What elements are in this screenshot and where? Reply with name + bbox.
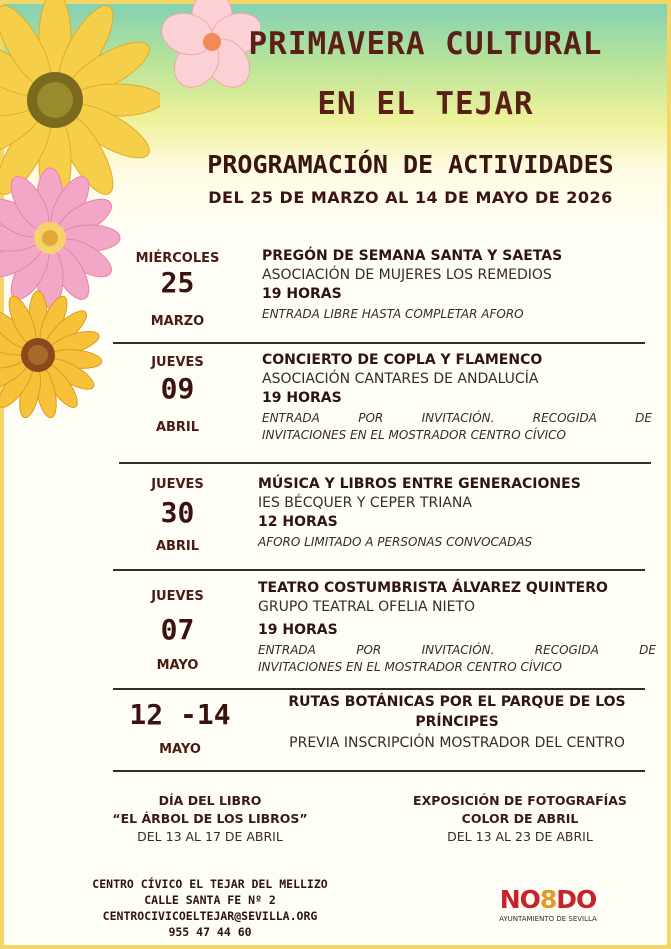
event-note: PREVIA INSCRIPCIÓN MOSTRADOR DEL CENTRO (289, 735, 625, 751)
logo-mid: 8 (539, 885, 557, 914)
event-month: MAYO (156, 658, 199, 673)
exhibition-title: EXPOSICIÓN DE FOTOGRAFÍAS (413, 793, 627, 808)
event-organizer: ASOCIACIÓN CANTARES DE ANDALUCÍA (262, 371, 539, 387)
event-time: 19 HORAS (262, 286, 342, 302)
center-address (60, 876, 360, 940)
divider (113, 688, 645, 690)
divider (119, 462, 651, 464)
event-organizer: IES BÉCQUER Y CEPER TRIANA (258, 495, 472, 511)
poster-title-line1: PRIMAVERA CULTURAL (248, 26, 603, 62)
event-month: MARZO (150, 314, 205, 329)
event-day: 25 (160, 266, 195, 299)
exhibition-dates: DEL 13 AL 23 DE ABRIL (447, 829, 593, 844)
event-note: ENTRADA POR INVITACIÓN. RECOGIDA DE (258, 643, 656, 657)
center-street: CALLE SANTA FE Nº 2 (144, 893, 276, 907)
event-row (110, 580, 658, 686)
event-title: TEATRO COSTUMBRISTA ÁLVAREZ QUINTERO (258, 580, 608, 596)
event-weekday: JUEVES (151, 355, 204, 370)
event-weekday: JUEVES (151, 589, 204, 604)
event-organizer: ASOCIACIÓN DE MUJERES LOS REMEDIOS (262, 267, 552, 283)
event-month: ABRIL (155, 539, 200, 554)
divider (113, 770, 645, 772)
event-time: 19 HORAS (258, 622, 338, 638)
program-date-range: DEL 25 DE MARZO AL 14 DE MAYO DE 2026 (208, 188, 613, 207)
event-note: AFORO LIMITADO A PERSONAS CONVOCADAS (258, 535, 533, 549)
event-note: ENTRADA POR INVITACIÓN. RECOGIDA DE (262, 411, 652, 425)
event-time: 12 HORAS (258, 514, 338, 530)
event-month: MAYO (159, 742, 201, 757)
book-day-dates: DEL 13 AL 17 DE ABRIL (137, 829, 283, 844)
divider (113, 569, 645, 571)
event-title-cont: PRÍNCIPES (415, 714, 499, 730)
event-organizer: GRUPO TEATRAL OFELIA NIETO (258, 599, 476, 615)
event-note-cont: INVITACIONES EN EL MOSTRADOR CENTRO CÍVICO (258, 660, 562, 674)
event-row (110, 476, 658, 566)
event-row (110, 694, 658, 764)
event-day: 30 (160, 496, 195, 529)
poster-title-line2: EN EL TEJAR (317, 86, 534, 122)
book-day-block (60, 792, 360, 846)
event-month: ABRIL (155, 420, 200, 435)
event-row (110, 352, 658, 458)
program-subtitle: PROGRAMACIÓN DE ACTIVIDADES (207, 150, 614, 179)
event-time: 19 HORAS (262, 390, 342, 406)
logo-org: AYUNTAMIENTO DE SEVILLA (499, 915, 597, 923)
event-weekday: JUEVES (151, 477, 204, 492)
exhibition-subtitle: COLOR DE ABRIL (461, 811, 579, 826)
nodo-logo (488, 885, 608, 923)
event-note: ENTRADA LIBRE HASTA COMPLETAR AFORO (262, 307, 524, 321)
event-title: CONCIERTO DE COPLA Y FLAMENCO (262, 352, 543, 368)
event-title: RUTAS BOTÁNICAS POR EL PARQUE DE LOS (288, 694, 626, 710)
logo-left: NO (499, 885, 540, 914)
center-email: CENTROCIVICOELTEJAR@SEVILLA.ORG (102, 909, 318, 923)
book-day-title: DÍA DEL LIBRO (158, 793, 262, 808)
logo-wordmark (488, 885, 608, 914)
event-note-cont: INVITACIONES EN EL MOSTRADOR CENTRO CÍVICO (262, 428, 566, 442)
event-title: PREGÓN DE SEMANA SANTA Y SAETAS (262, 248, 563, 264)
event-day: 07 (160, 613, 195, 646)
photo-exhibition-block (380, 792, 660, 846)
event-day: 09 (160, 372, 195, 405)
book-day-subtitle: “EL ÁRBOL DE LOS LIBROS” (112, 811, 308, 826)
event-day-range: 12 -14 (129, 698, 231, 731)
center-name: CENTRO CÍVICO EL TEJAR DEL MELLIZO (92, 877, 328, 891)
logo-right: DO (556, 885, 597, 914)
event-row (110, 248, 658, 338)
center-phone: 955 47 44 60 (168, 925, 252, 939)
divider (113, 342, 645, 344)
event-title: MÚSICA Y LIBROS ENTRE GENERACIONES (258, 476, 581, 492)
event-weekday: MIÉRCOLES (135, 251, 220, 266)
